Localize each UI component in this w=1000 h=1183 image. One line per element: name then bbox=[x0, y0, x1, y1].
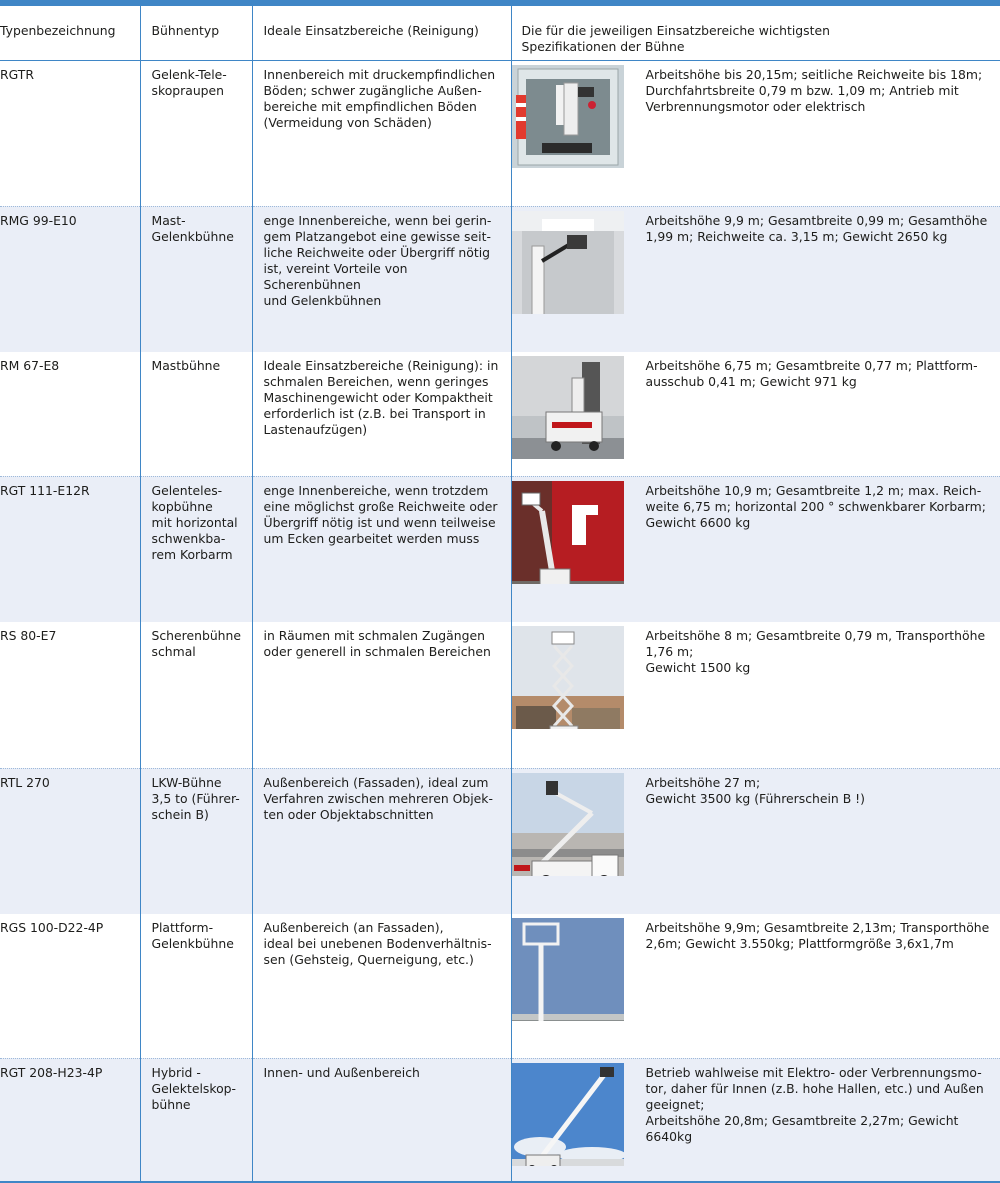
areas-cell bbox=[252, 622, 511, 768]
type-cell bbox=[0, 1058, 140, 1182]
areas-cell bbox=[252, 476, 511, 622]
type-cell bbox=[0, 352, 140, 476]
header-platform: Bühnentyp bbox=[140, 6, 252, 60]
table-row bbox=[0, 476, 1000, 622]
table-row bbox=[0, 206, 1000, 352]
type-cell bbox=[0, 768, 140, 914]
use-areas: enge Innenbereiche, wenn bei gerin- gem Platzangebot eine gewisse seit- liche Reichweite oder Übergriff nötig ist, vereint Vorteile von Scherenbühnen und Gelenkbühnen bbox=[263, 212, 492, 308]
platform-type: Hybrid - Gelektelskop- bühne bbox=[151, 1064, 236, 1112]
use-areas: Innen- und Außenbereich bbox=[263, 1064, 420, 1080]
spec-text: Arbeitshöhe 9,9m; Gesamtbreite 2,13m; Transporthöhe 2,6m; Gewicht 3.550kg; Plattformgröße 3,6x1,7m bbox=[645, 920, 990, 951]
areas-cell bbox=[252, 60, 511, 206]
platform-cell bbox=[140, 914, 252, 1058]
table-row bbox=[0, 1058, 1000, 1182]
use-areas: in Räumen mit schmalen Zugängen oder generell in schmalen Bereichen bbox=[263, 628, 491, 659]
scissor-lift-building-photo bbox=[512, 626, 624, 729]
specs-cell bbox=[511, 476, 1000, 622]
areas-cell bbox=[252, 1058, 511, 1182]
type-cell bbox=[0, 60, 140, 206]
specs-cell bbox=[511, 206, 1000, 352]
platform-cell bbox=[140, 476, 252, 622]
areas-cell bbox=[252, 352, 511, 476]
specs-cell bbox=[511, 768, 1000, 914]
type-name: RGT 208-H23-4P bbox=[0, 1064, 103, 1080]
platform-type: Plattform- Gelenkbühne bbox=[151, 920, 234, 951]
type-name: RTL 270 bbox=[0, 774, 50, 790]
spec-text: Arbeitshöhe 6,75 m; Gesamtbreite 0,77 m; Plattform- ausschub 0,41 m; Gewicht 971 kg bbox=[645, 358, 978, 389]
header-type: Typenbezeichnung bbox=[0, 6, 140, 60]
articulated-lift-red-wall-photo bbox=[512, 481, 624, 584]
type-name: RGS 100-D22-4P bbox=[0, 920, 104, 935]
specs-cell bbox=[511, 352, 1000, 476]
platform-spec-table bbox=[0, 6, 1000, 1183]
spec-text: Arbeitshöhe 8 m; Gesamtbreite 0,79 m, Transporthöhe 1,76 m; Gewicht 1500 kg bbox=[645, 628, 986, 675]
platform-cell bbox=[140, 768, 252, 914]
hybrid-telescopic-lift-sky-photo bbox=[512, 1063, 624, 1166]
use-areas: Außenbereich (Fassaden), ideal zum Verfahren zwischen mehreren Objek- ten oder Objektabschnitten bbox=[263, 774, 493, 822]
areas-cell bbox=[252, 914, 511, 1058]
specs-cell bbox=[511, 60, 1000, 206]
platform-cell bbox=[140, 1058, 252, 1182]
platform-cell bbox=[140, 622, 252, 768]
type-name: RGTR bbox=[0, 66, 34, 82]
table-row bbox=[0, 622, 1000, 768]
spec-text: Arbeitshöhe 9,9 m; Gesamtbreite 0,99 m; Gesamthöhe 1,99 m; Reichweite ca. 3,15 m; Gewicht 2650 kg bbox=[645, 212, 988, 244]
table-row bbox=[0, 60, 1000, 206]
type-name: RMG 99-E10 bbox=[0, 212, 77, 228]
table-row bbox=[0, 914, 1000, 1058]
use-areas: Innenbereich mit druckempfindlichen Böden; schwer zugängliche Außen- bereiche mit empfindlichen Böden (Vermeidung von Schäden) bbox=[263, 66, 496, 130]
header-specs: Die für die jeweiligen Einsatzbereiche wichtigsten Spezifikationen der Bühne bbox=[511, 6, 1000, 60]
platform-type: Gelenteles- kopbühne mit horizontal schwenkba- rem Korbarm bbox=[151, 482, 238, 562]
crawler-lift-in-doorway-photo bbox=[512, 65, 624, 168]
specs-cell bbox=[511, 622, 1000, 768]
type-cell bbox=[0, 476, 140, 622]
spec-text: Arbeitshöhe bis 20,15m; seitliche Reichweite bis 18m; Durchfahrtsbreite 0,79 m bzw. 1,09 m; Antrieb mit Verbrennungsmotor oder elektrisch bbox=[645, 66, 983, 114]
table-header-row bbox=[0, 6, 1000, 60]
platform-cell bbox=[140, 60, 252, 206]
platform-type: Mast- Gelenkbühne bbox=[151, 212, 234, 244]
use-areas: Ideale Einsatzbereiche (Reinigung): in schmalen Bereichen, wenn geringes Maschinengewicht oder Kompaktheit erforderlich ist (z.B. bei Transport in Lastenaufzügen) bbox=[263, 358, 499, 437]
specs-cell bbox=[511, 914, 1000, 1058]
type-cell bbox=[0, 206, 140, 352]
areas-cell bbox=[252, 768, 511, 914]
header-areas: Ideale Einsatzbereiche (Reinigung) bbox=[252, 6, 511, 60]
specs-cell bbox=[511, 1058, 1000, 1182]
platform-type: Gelenk-Tele- skopraupen bbox=[151, 66, 227, 98]
spec-text: Arbeitshöhe 27 m; Gewicht 3500 kg (Führerschein B !) bbox=[645, 774, 865, 806]
type-cell bbox=[0, 622, 140, 768]
compact-mast-lift-photo bbox=[512, 356, 624, 459]
platform-type: Scherenbühne schmal bbox=[151, 628, 241, 659]
platform-type: Mastbühne bbox=[151, 358, 221, 373]
spec-text: Arbeitshöhe 10,9 m; Gesamtbreite 1,2 m; max. Reich- weite 6,75 m; horizontal 200 ° schwenkbarer Korbarm; Gewicht 6600 kg bbox=[645, 482, 986, 530]
use-areas: Außenbereich (an Fassaden), ideal bei unebenen Bodenverhältnis- sen (Gehsteig, Querneigung, etc.) bbox=[263, 920, 492, 967]
type-name: RM 67-E8 bbox=[0, 358, 60, 373]
type-cell bbox=[0, 914, 140, 1058]
mast-lift-in-hall-photo bbox=[512, 211, 624, 314]
use-areas: enge Innenbereiche, wenn trotzdem eine möglichst große Reichweite oder Übergriff nötig ist und wenn teilweise um Ecken gearbeitet werden muss bbox=[263, 482, 498, 546]
spec-text: Betrieb wahlweise mit Elektro- oder Verbrennungsmo- tor, daher für Innen (z.B. hohe Hallen, etc.) und Außen geeignet; Arbeitshöhe 20,8m; Gesamtbreite 2,27m; Gewicht 6640kg bbox=[645, 1064, 984, 1144]
areas-cell bbox=[252, 206, 511, 352]
platform-cell bbox=[140, 206, 252, 352]
platform-lift-sky-photo bbox=[512, 918, 624, 1021]
table-row bbox=[0, 768, 1000, 914]
platform-type: LKW-Bühne 3,5 to (Führer- schein B) bbox=[151, 774, 240, 822]
table-row bbox=[0, 352, 1000, 476]
type-name: RS 80-E7 bbox=[0, 628, 57, 643]
type-name: RGT 111-E12R bbox=[0, 482, 90, 498]
platform-cell bbox=[140, 352, 252, 476]
truck-mounted-lift-photo bbox=[512, 773, 624, 876]
